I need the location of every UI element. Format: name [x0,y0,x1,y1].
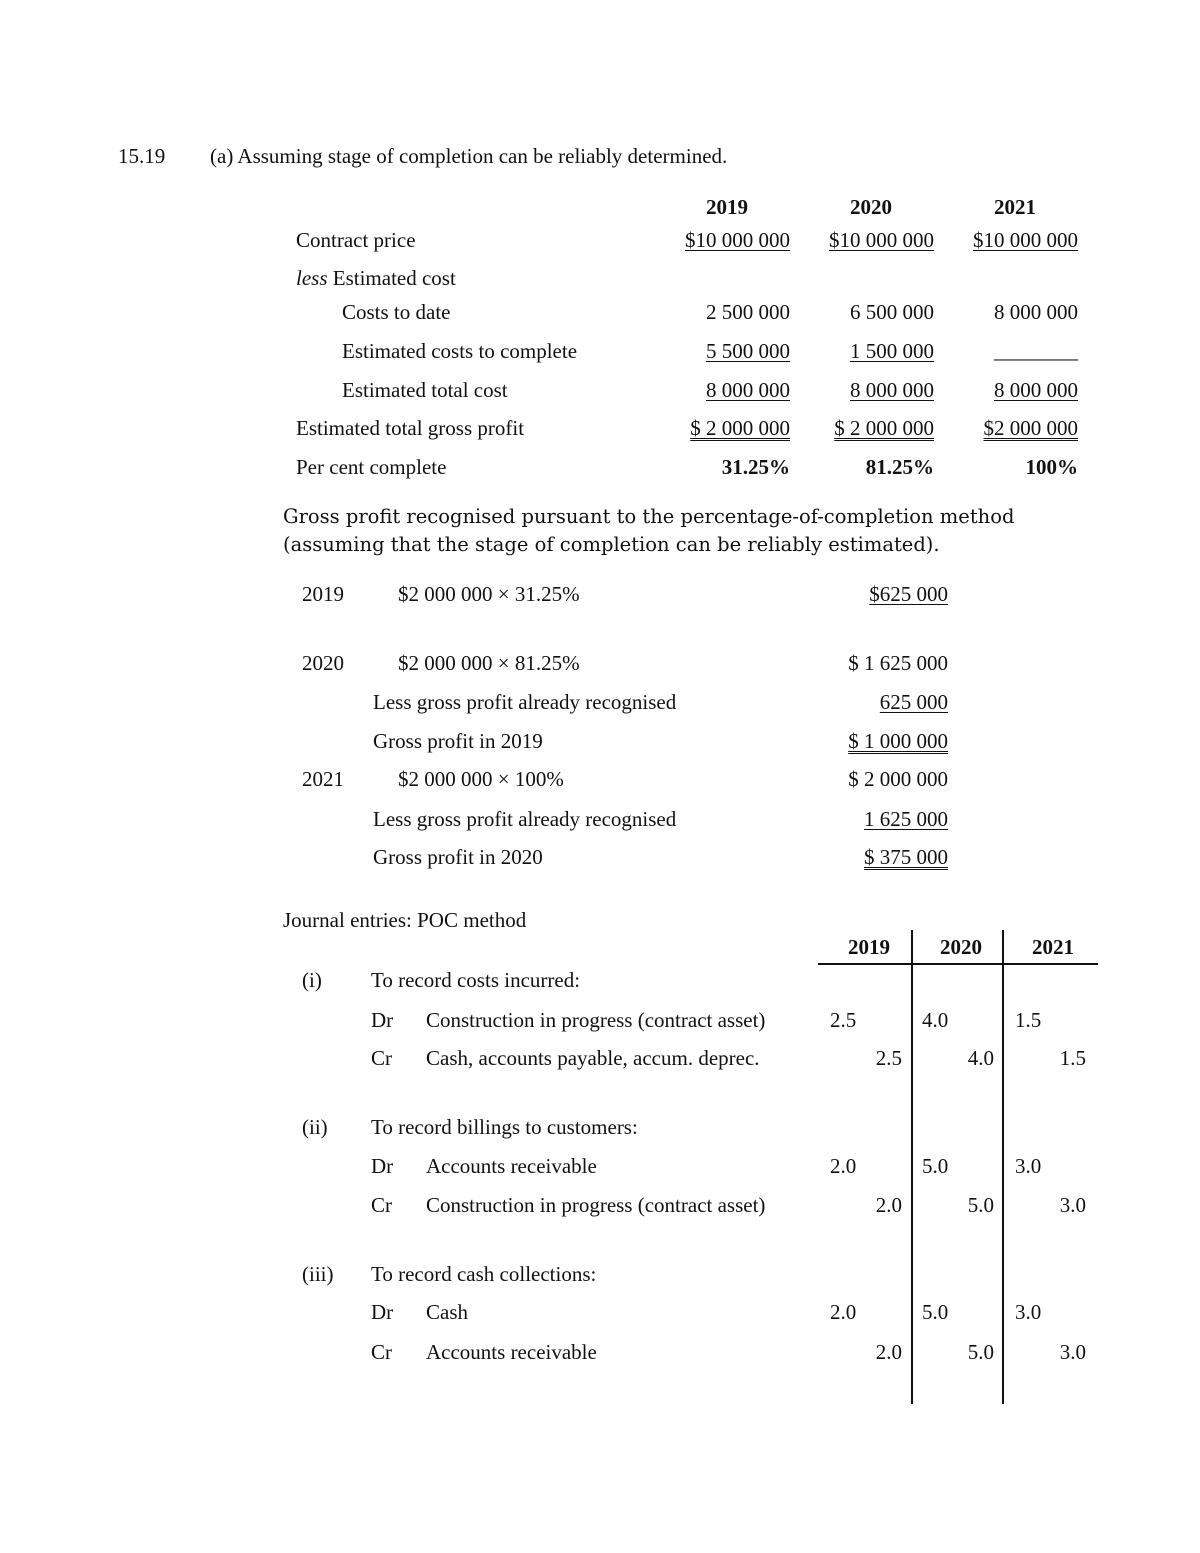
journal-year-2021: 2021 [1032,935,1074,959]
percent-2020: 81.25% [865,455,934,479]
percent-2021: 100% [1025,455,1078,479]
entry-i-dr-side: Dr [371,1008,394,1032]
gp-year-2020: 2020 [302,651,344,675]
entry-ii-dr-2019: 2.0 [830,1154,857,1178]
entry-ii-cr-2020: 5.0 [967,1193,994,1217]
journal-header-rule [818,963,1098,965]
gp-desc-2021: $2 000 000 × 100% [398,767,564,791]
entry-number-iii: (iii) [302,1262,334,1286]
gp-intro-line2: (assuming that the stage of completion can be reliably estimated). [283,533,940,556]
entry-title-i: To record costs incurred: [371,968,581,992]
gp-year-2021: 2021 [302,767,344,791]
problem-number: 15.19 [118,144,166,168]
gp-profit-desc-2020: Gross profit in 2020 [373,845,543,869]
row-label-percent-complete: Per cent complete [296,455,447,479]
entry-ii-dr-account: Accounts receivable [426,1154,597,1178]
entry-i-cr-2020: 4.0 [967,1046,994,1070]
journal-year-2020: 2020 [940,935,982,959]
entry-i-dr-account: Construction in progress (contract asset) [426,1008,766,1032]
contract-price-2019: $10 000 000 [685,228,790,252]
gp-less-amount-2021: 1 625 000 [864,807,948,831]
entry-title-ii: To record billings to customers: [371,1115,638,1139]
gp-amount-2019: $625 000 [869,582,948,606]
entry-ii-dr-2021: 3.0 [1015,1154,1042,1178]
row-label-less-estimated-cost [296,268,456,289]
entry-iii-cr-2020: 5.0 [967,1340,994,1364]
estimated-cost-word: Estimated cost [332,266,456,290]
costs-to-complete-2019: 5 500 000 [706,339,790,363]
costs-to-date-2020: 6 500 000 [850,300,934,324]
gp-year-2019: 2019 [302,582,344,606]
row-label-costs-to-complete: Estimated costs to complete [342,339,578,363]
percent-2019: 31.25% [721,455,790,479]
gp-profit-desc-2019: Gross profit in 2019 [373,729,543,753]
row-label-contract-price: Contract price [296,228,416,252]
gp-profit-amount-2019: $ 1 000 000 [848,729,948,753]
costs-to-date-2019: 2 500 000 [706,300,790,324]
entry-title-iii: To record cash collections: [371,1262,597,1286]
row-label-costs-to-date: Costs to date [342,300,451,324]
entry-iii-cr-2021: 3.0 [1059,1340,1086,1364]
entry-ii-cr-2019: 2.0 [875,1193,902,1217]
entry-number-ii: (ii) [302,1115,328,1139]
entry-i-cr-2019: 2.5 [875,1046,902,1070]
contract-price-2021: $10 000 000 [973,228,1078,252]
gp-less-desc-2020: Less gross profit already recognised [373,690,677,714]
entry-i-dr-2021: 1.5 [1015,1008,1042,1032]
journal-year-2019: 2019 [848,935,890,959]
gp-desc-2019: $2 000 000 × 31.25% [398,582,580,606]
journal-title: Journal entries: POC method [283,908,527,932]
journal-column-divider-2 [1002,930,1004,1404]
entry-iii-cr-account: Accounts receivable [426,1340,597,1364]
problem-heading: (a) Assuming stage of completion can be reliably determined. [210,144,728,168]
gross-profit-2021: $2 000 000 [983,416,1078,440]
entry-i-dr-2020: 4.0 [922,1008,949,1032]
gp-amount-2020: $ 1 625 000 [848,651,948,675]
total-cost-2019: 8 000 000 [706,378,790,402]
entry-i-cr-side: Cr [371,1046,392,1070]
row-label-estimated-total-cost: Estimated total cost [342,378,508,402]
costs-to-complete-2020: 1 500 000 [850,339,934,363]
gp-intro-line1: Gross profit recognised pursuant to the percentage-of-completion method [283,505,1015,528]
gross-profit-2020: $ 2 000 000 [834,416,934,440]
entry-ii-dr-side: Dr [371,1154,394,1178]
schedule-year-2019: 2019 [706,195,748,219]
less-word: less [296,266,328,290]
gp-desc-2020: $2 000 000 × 81.25% [398,651,580,675]
gp-less-amount-2020: 625 000 [879,690,948,714]
entry-ii-cr-2021: 3.0 [1059,1193,1086,1217]
entry-iii-dr-2019: 2.0 [830,1300,857,1324]
entry-i-cr-2021: 1.5 [1059,1046,1086,1070]
entry-i-dr-2019: 2.5 [830,1008,857,1032]
schedule-year-2021: 2021 [994,195,1036,219]
gp-amount-2021: $ 2 000 000 [848,767,948,791]
gross-profit-2019: $ 2 000 000 [690,416,790,440]
schedule-year-2020: 2020 [850,195,892,219]
entry-iii-dr-account: Cash [426,1300,468,1324]
entry-iii-dr-side: Dr [371,1300,394,1324]
entry-ii-dr-2020: 5.0 [922,1154,949,1178]
entry-iii-cr-side: Cr [371,1340,392,1364]
gp-less-desc-2021: Less gross profit already recognised [373,807,677,831]
gp-profit-amount-2020: $ 375 000 [864,845,948,869]
entry-number-i: (i) [302,968,322,992]
entry-iii-cr-2019: 2.0 [875,1340,902,1364]
entry-ii-cr-side: Cr [371,1193,392,1217]
entry-ii-cr-account: Construction in progress (contract asset) [426,1193,766,1217]
costs-to-complete-2021: ________ [994,339,1078,363]
entry-iii-dr-2021: 3.0 [1015,1300,1042,1324]
entry-i-cr-account: Cash, accounts payable, accum. deprec. [426,1046,760,1070]
costs-to-date-2021: 8 000 000 [994,300,1078,324]
journal-column-divider-1 [911,930,913,1404]
total-cost-2021: 8 000 000 [994,378,1078,402]
row-label-gross-profit: Estimated total gross profit [296,416,525,440]
entry-iii-dr-2020: 5.0 [922,1300,949,1324]
contract-price-2020: $10 000 000 [829,228,934,252]
total-cost-2020: 8 000 000 [850,378,934,402]
